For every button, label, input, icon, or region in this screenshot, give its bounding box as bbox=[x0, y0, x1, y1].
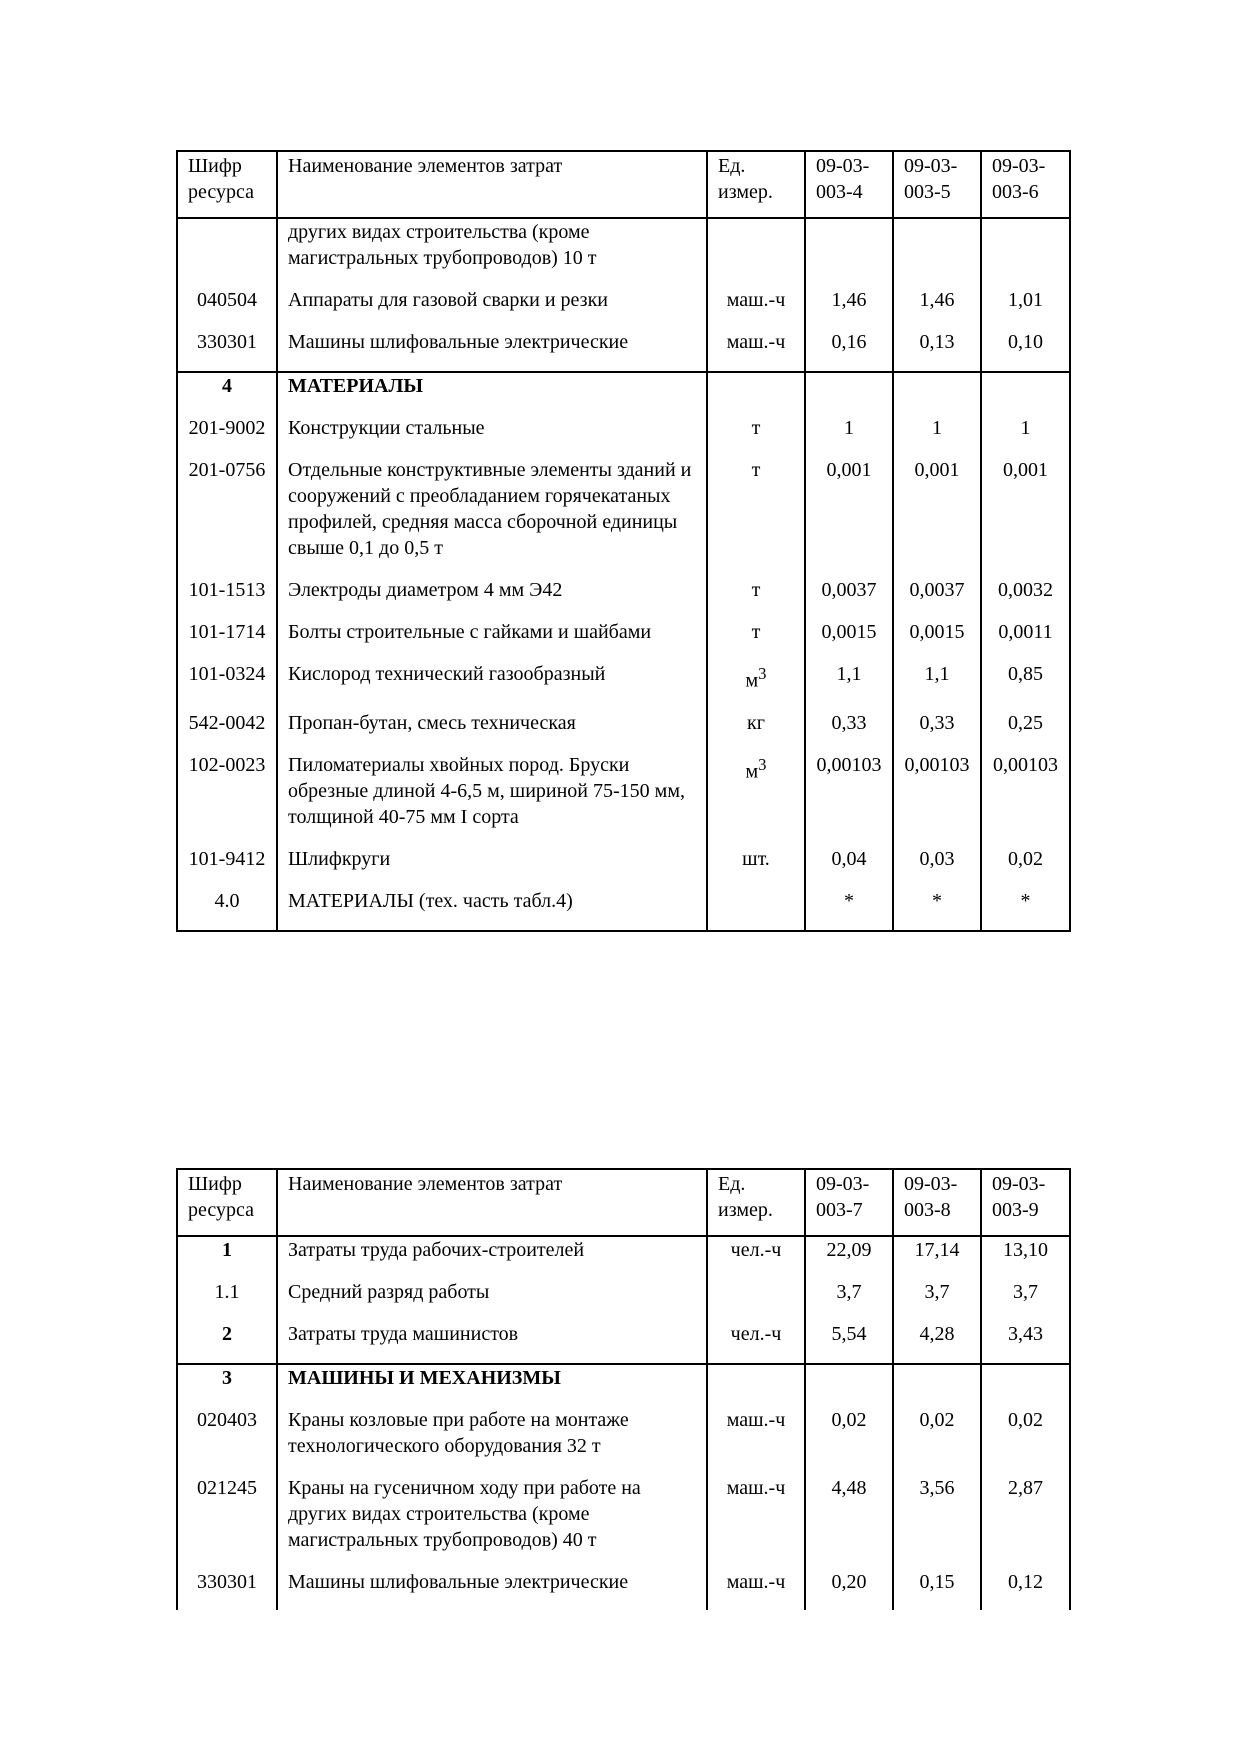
cell-value bbox=[893, 218, 981, 287]
cell-value: 1,46 bbox=[805, 287, 893, 329]
cell-unit: маш.-ч bbox=[707, 287, 805, 329]
cell-code: 101-0324 bbox=[177, 661, 277, 710]
header-col-1: 09-03-003-4 bbox=[805, 151, 893, 218]
table-header-row bbox=[177, 151, 1070, 218]
cell-unit bbox=[707, 661, 805, 710]
cell-name: Машины шлифовальные электрические bbox=[277, 1569, 707, 1610]
cell-value: 0,0015 bbox=[805, 619, 893, 661]
cell-value bbox=[805, 1364, 893, 1407]
table-row bbox=[177, 1569, 1070, 1610]
cell-value: 0,25 bbox=[981, 710, 1070, 752]
cell-name: Кислород технический газообразный bbox=[277, 661, 707, 710]
cell-value: 0,001 bbox=[893, 457, 981, 577]
cell-code: 102-0023 bbox=[177, 752, 277, 846]
table-row bbox=[177, 577, 1070, 619]
cell-code: 201-0756 bbox=[177, 457, 277, 577]
cell-value: 0,85 bbox=[981, 661, 1070, 710]
cell-value: 3,7 bbox=[805, 1279, 893, 1321]
cell-name: Пропан-бутан, смесь техническая bbox=[277, 710, 707, 752]
cell-code: 330301 bbox=[177, 1569, 277, 1610]
cell-unit: маш.-ч bbox=[707, 1569, 805, 1610]
cell-value: 0,0037 bbox=[805, 577, 893, 619]
cell-unit: маш.-ч bbox=[707, 329, 805, 372]
cell-name: Машины шлифовальные электрические bbox=[277, 329, 707, 372]
section-title: МАШИНЫ И МЕХАНИЗМЫ bbox=[277, 1364, 707, 1407]
cell-value: 0,02 bbox=[893, 1407, 981, 1475]
unit-text: м bbox=[745, 760, 759, 783]
cell-code: 542-0042 bbox=[177, 710, 277, 752]
cell-value: * bbox=[893, 888, 981, 931]
table-row bbox=[177, 710, 1070, 752]
cell-value: 0,33 bbox=[893, 710, 981, 752]
unit-text: м bbox=[745, 669, 759, 692]
table-row bbox=[177, 329, 1070, 372]
cell-code: 2 bbox=[177, 1321, 277, 1364]
cell-code: 021245 bbox=[177, 1475, 277, 1569]
cell-value bbox=[981, 218, 1070, 287]
cell-name: Болты строительные с гайками и шайбами bbox=[277, 619, 707, 661]
cell-unit: чел.-ч bbox=[707, 1321, 805, 1364]
cell-value: 0,0032 bbox=[981, 577, 1070, 619]
table-row bbox=[177, 1279, 1070, 1321]
cell-name: Электроды диаметром 4 мм Э42 bbox=[277, 577, 707, 619]
cell-value: 1,1 bbox=[893, 661, 981, 710]
cell-unit: маш.-ч bbox=[707, 1407, 805, 1475]
cell-value: 4,48 bbox=[805, 1475, 893, 1569]
cell-value: 0,00103 bbox=[805, 752, 893, 846]
cell-value: 0,00103 bbox=[893, 752, 981, 846]
cell-unit: кг bbox=[707, 710, 805, 752]
cell-unit: т bbox=[707, 457, 805, 577]
cell-value: 0,02 bbox=[981, 1407, 1070, 1475]
table-row bbox=[177, 287, 1070, 329]
section-title: МАТЕРИАЛЫ bbox=[277, 372, 707, 415]
table-row bbox=[177, 1407, 1070, 1475]
header-name: Наименование элементов затрат bbox=[277, 151, 707, 218]
table-row bbox=[177, 1321, 1070, 1364]
cell-value: 0,0011 bbox=[981, 619, 1070, 661]
cell-unit bbox=[707, 218, 805, 287]
cell-value: 13,10 bbox=[981, 1236, 1070, 1279]
header-unit: Ед. измер. bbox=[707, 1169, 805, 1236]
cell-code: 1.1 bbox=[177, 1279, 277, 1321]
cell-code: 101-9412 bbox=[177, 846, 277, 888]
cell-value: 0,0037 bbox=[893, 577, 981, 619]
cell-value bbox=[893, 372, 981, 415]
table-header-row bbox=[177, 1169, 1070, 1236]
cell-value bbox=[805, 218, 893, 287]
table-row bbox=[177, 752, 1070, 846]
cell-code: 101-1714 bbox=[177, 619, 277, 661]
table-row bbox=[177, 415, 1070, 457]
table-row bbox=[177, 619, 1070, 661]
cell-value bbox=[893, 1364, 981, 1407]
cell-name: Пиломатериалы хвойных пород. Бруски обрезные длиной 4-6,5 м, шириной 75-150 мм, толщиной 40-75 мм I сорта bbox=[277, 752, 707, 846]
cell-value: 1 bbox=[893, 415, 981, 457]
cell-unit: т bbox=[707, 577, 805, 619]
header-code: Шифр ресурса bbox=[177, 1169, 277, 1236]
cell-value: 2,87 bbox=[981, 1475, 1070, 1569]
cell-name: Краны козловые при работе на монтаже технологического оборудования 32 т bbox=[277, 1407, 707, 1475]
cell-name: Краны на гусеничном ходу при работе на других видах строительства (кроме магистральных трубопроводов) 40 т bbox=[277, 1475, 707, 1569]
cell-name: Конструкции стальные bbox=[277, 415, 707, 457]
cell-value: 0,10 bbox=[981, 329, 1070, 372]
cell-unit: чел.-ч bbox=[707, 1236, 805, 1279]
cell-unit: т bbox=[707, 619, 805, 661]
cell-value: 0,02 bbox=[805, 1407, 893, 1475]
cell-value: 22,09 bbox=[805, 1236, 893, 1279]
section-row bbox=[177, 1364, 1070, 1407]
cell-name: Шлифкруги bbox=[277, 846, 707, 888]
cell-unit bbox=[707, 1364, 805, 1407]
cell-value: 1,1 bbox=[805, 661, 893, 710]
cell-code: 3 bbox=[177, 1364, 277, 1407]
cell-value: 17,14 bbox=[893, 1236, 981, 1279]
norms-table-1 bbox=[176, 150, 1071, 932]
cell-value: 0,20 bbox=[805, 1569, 893, 1610]
cell-code: 040504 bbox=[177, 287, 277, 329]
cell-code: 101-1513 bbox=[177, 577, 277, 619]
cell-value: 3,56 bbox=[893, 1475, 981, 1569]
cell-unit bbox=[707, 888, 805, 931]
cell-name: Аппараты для газовой сварки и резки bbox=[277, 287, 707, 329]
cell-value: 0,001 bbox=[981, 457, 1070, 577]
header-col-3: 09-03-003-6 bbox=[981, 151, 1070, 218]
cell-unit: маш.-ч bbox=[707, 1475, 805, 1569]
cell-value: 5,54 bbox=[805, 1321, 893, 1364]
cell-value bbox=[805, 372, 893, 415]
cell-value: 3,7 bbox=[893, 1279, 981, 1321]
cell-code: 020403 bbox=[177, 1407, 277, 1475]
cell-name: МАТЕРИАЛЫ (тех. часть табл.4) bbox=[277, 888, 707, 931]
cell-value bbox=[981, 1364, 1070, 1407]
header-unit: Ед. измер. bbox=[707, 151, 805, 218]
cell-value: 0,33 bbox=[805, 710, 893, 752]
table-row bbox=[177, 661, 1070, 710]
cell-code: 201-9002 bbox=[177, 415, 277, 457]
cell-value: 0,12 bbox=[981, 1569, 1070, 1610]
cell-name: Средний разряд работы bbox=[277, 1279, 707, 1321]
cell-name: Отдельные конструктивные элементы зданий и сооружений с преобладанием горячекатаных профилей, средняя масса сборочной единицы свыше 0,1 до 0,5 т bbox=[277, 457, 707, 577]
table-row bbox=[177, 888, 1070, 931]
cell-value: 0,0015 bbox=[893, 619, 981, 661]
table-row bbox=[177, 457, 1070, 577]
header-col-2: 09-03-003-8 bbox=[893, 1169, 981, 1236]
cell-value: 1 bbox=[981, 415, 1070, 457]
cell-value: 4,28 bbox=[893, 1321, 981, 1364]
table-row bbox=[177, 1475, 1070, 1569]
table-row bbox=[177, 218, 1070, 287]
cell-code: 330301 bbox=[177, 329, 277, 372]
header-name: Наименование элементов затрат bbox=[277, 1169, 707, 1236]
cell-code: 1 bbox=[177, 1236, 277, 1279]
cell-unit bbox=[707, 1279, 805, 1321]
cell-value: 0,16 bbox=[805, 329, 893, 372]
header-code: Шифр ресурса bbox=[177, 151, 277, 218]
cell-value bbox=[981, 372, 1070, 415]
cell-value: 0,001 bbox=[805, 457, 893, 577]
cell-name: Затраты труда рабочих-строителей bbox=[277, 1236, 707, 1279]
header-col-2: 09-03-003-5 bbox=[893, 151, 981, 218]
cell-unit: шт. bbox=[707, 846, 805, 888]
cell-value: 0,03 bbox=[893, 846, 981, 888]
cell-value: 0,15 bbox=[893, 1569, 981, 1610]
cell-code: 4 bbox=[177, 372, 277, 415]
table-row bbox=[177, 1236, 1070, 1279]
cell-value: 0,04 bbox=[805, 846, 893, 888]
table-row bbox=[177, 846, 1070, 888]
header-col-3: 09-03-003-9 bbox=[981, 1169, 1070, 1236]
cell-value: 0,00103 bbox=[981, 752, 1070, 846]
cell-unit bbox=[707, 372, 805, 415]
cell-value: 3,43 bbox=[981, 1321, 1070, 1364]
norms-table-2 bbox=[176, 1168, 1071, 1610]
cell-value: 1 bbox=[805, 415, 893, 457]
cell-value: * bbox=[805, 888, 893, 931]
cell-value: 0,13 bbox=[893, 329, 981, 372]
cell-name: Затраты труда машинистов bbox=[277, 1321, 707, 1364]
section-row bbox=[177, 372, 1070, 415]
cell-value: 3,7 bbox=[981, 1279, 1070, 1321]
cell-value: 1,46 bbox=[893, 287, 981, 329]
cell-code bbox=[177, 218, 277, 287]
unit-superscript: 3 bbox=[758, 664, 767, 683]
cell-unit: т bbox=[707, 415, 805, 457]
cell-value: * bbox=[981, 888, 1070, 931]
cell-name: других видах строительства (кроме магистральных трубопроводов) 10 т bbox=[277, 218, 707, 287]
cell-code: 4.0 bbox=[177, 888, 277, 931]
unit-superscript: 3 bbox=[758, 754, 767, 774]
cell-value: 0,02 bbox=[981, 846, 1070, 888]
cell-value: 1,01 bbox=[981, 287, 1070, 329]
cell-unit bbox=[707, 752, 805, 846]
header-col-1: 09-03-003-7 bbox=[805, 1169, 893, 1236]
